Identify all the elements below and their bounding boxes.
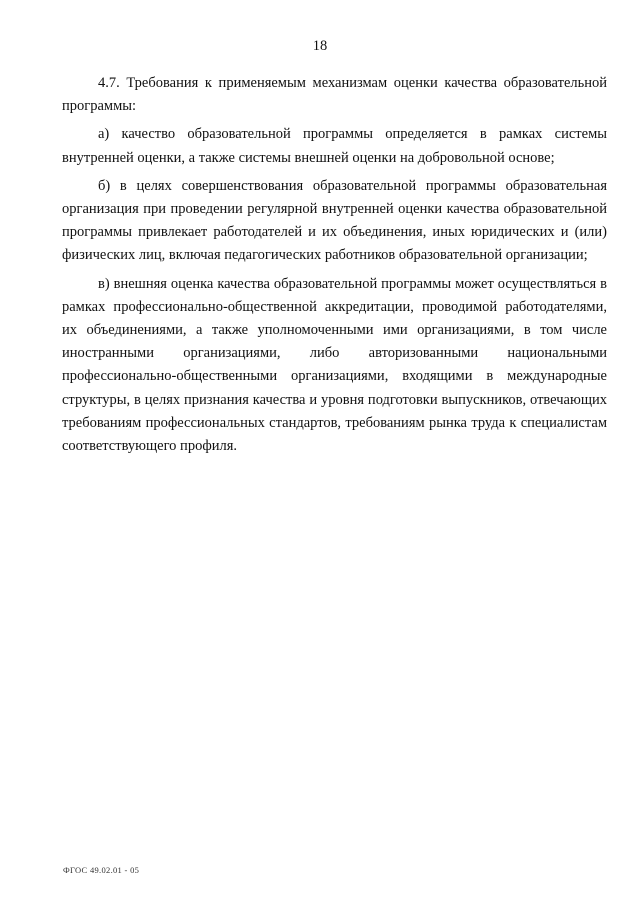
section-heading-paragraph: 4.7. Требования к применяемым механизмам оценки качества образовательной программы: [62,75,607,115]
item-v-paragraph: в) внешняя оценка качества образовательной программы может осуществляться в рамках профессионально-общественной аккредитации, проводимой работодателями, их объединениями, а также уполномоченными ими организациями, в том числе иностранными организациями, либо авторизованными национальными профессионально-общественными организациями, входящими в международные структуры, в целях признания качества и уровня подготовки выпускников, отвечающих требованиям профессиональных стандартов, требованиям рынка труда к специалистам соответствующего профиля. [62,275,607,455]
item-b-paragraph: б) в целях совершенствования образовательной программы образовательная организация при проведении регулярной внутренней оценки качества образовательной программы привлекает работодателей и их объединения, иных юридических и (или) физических лиц, включая педагогических работников образовательной организации; [62,177,607,264]
item-a-paragraph: а) качество образовательной программы определяется в рамках системы внутренней оценки, а также системы внешней оценки на добровольной основе; [62,126,607,166]
document-body [62,72,607,463]
page-number: 18 [312,38,328,54]
footer-document-code: ФГОС 49.02.01 - 05 [63,865,140,875]
